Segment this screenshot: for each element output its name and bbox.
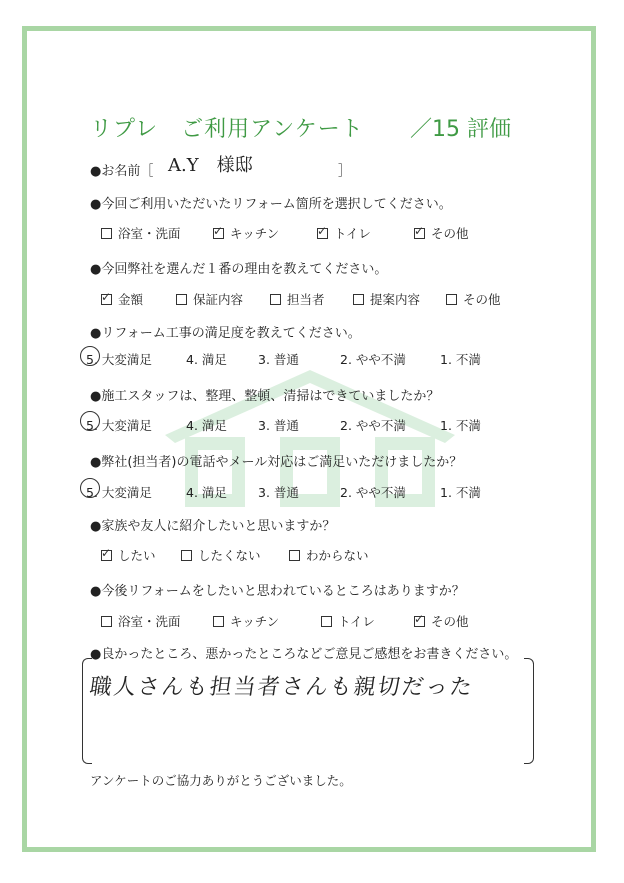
q3-score-2[interactable]: 2. やや不満: [340, 352, 406, 367]
q2-option-warranty[interactable]: 保証内容: [176, 290, 243, 308]
checkbox-icon: [101, 616, 112, 627]
q2-option-proposal[interactable]: 提案内容: [353, 290, 420, 308]
thank-you-note: アンケートのご協力ありがとうございました。: [90, 773, 352, 788]
q3-score-3[interactable]: 3. 普通: [258, 352, 299, 367]
checkbox-icon: [181, 550, 192, 561]
q7-option-other[interactable]: ✓ その他: [414, 612, 469, 630]
q7-option-kitchen[interactable]: キッチン: [213, 612, 279, 630]
checkbox-icon: [321, 616, 332, 627]
question-communication: ●弊社(担当者)の電話やメール対応はご満足いただけましたか？: [90, 455, 463, 470]
question-staff-cleanliness: ●施工スタッフは、整理、整頓、清掃はできていましたか？: [90, 389, 440, 404]
q5-score-3[interactable]: 3. 普通: [258, 485, 299, 500]
name-question: ●お名前［: [90, 164, 154, 179]
checkbox-icon: [101, 228, 112, 239]
checkbox-checked-icon: [101, 294, 112, 305]
q4-score-3[interactable]: 3. 普通: [258, 418, 299, 433]
score-label: ／15 評価: [410, 117, 511, 142]
checkbox-icon: [289, 550, 300, 561]
checkbox-icon: [270, 294, 281, 305]
q7-option-toilet[interactable]: トイレ: [321, 612, 375, 630]
q6-option-unsure[interactable]: わからない: [289, 546, 369, 564]
comment-bracket-right: [524, 658, 534, 764]
question-recommend: ●家族や友人に紹介したいと思いますか？: [90, 519, 336, 534]
question-comments: ●良かったところ、悪かったところなどご意見ご感想をお書きください。: [90, 647, 518, 662]
checkbox-icon: [446, 294, 457, 305]
q3-score-5[interactable]: 5. 大変満足: [86, 352, 152, 367]
name-close-bracket: ］: [338, 164, 352, 179]
q1-option-bath[interactable]: 浴室・洗面: [101, 224, 181, 242]
checkbox-icon: [213, 616, 224, 627]
q1-option-other[interactable]: ✓ その他: [414, 224, 469, 242]
q7-option-bath[interactable]: 浴室・洗面: [101, 612, 181, 630]
checkbox-checked-icon: [213, 228, 224, 239]
q5-score-4[interactable]: 4. 満足: [186, 485, 227, 500]
q1-option-kitchen[interactable]: ✓ キッチン: [213, 224, 279, 242]
q2-option-other[interactable]: その他: [446, 290, 501, 308]
q1-option-toilet[interactable]: ✓ トイレ: [317, 224, 371, 242]
checkbox-checked-icon: [101, 550, 112, 561]
q3-score-1[interactable]: 1. 不満: [440, 352, 481, 367]
q6-option-no[interactable]: したくない: [181, 546, 261, 564]
q4-score-2[interactable]: 2. やや不満: [340, 418, 406, 433]
checkbox-icon: [176, 294, 187, 305]
q5-score-5[interactable]: 5. 大変満足: [86, 485, 152, 500]
q5-score-2[interactable]: 2. やや不満: [340, 485, 406, 500]
handwritten-comment: 職人さんも担当者さんも親切だった: [87, 675, 476, 700]
checkbox-icon: [353, 294, 364, 305]
q4-score-5[interactable]: 5. 大変満足: [86, 418, 152, 433]
question-future-reform: ●今後リフォームをしたいと思われているところはありますか？: [90, 584, 465, 599]
q2-option-price[interactable]: ✓ 金額: [101, 290, 143, 308]
q2-option-staff[interactable]: 担当者: [270, 290, 325, 308]
q6-option-yes[interactable]: ✓ したい: [101, 546, 156, 564]
question-satisfaction: ●リフォーム工事の満足度を教えてください。: [90, 326, 361, 341]
checkbox-checked-icon: [414, 228, 425, 239]
checkbox-checked-icon: [414, 616, 425, 627]
q5-score-1[interactable]: 1. 不満: [440, 485, 481, 500]
question-reform-location: ●今回ご利用いただいたリフォーム箇所を選択してください。: [90, 197, 452, 212]
q4-score-4[interactable]: 4. 満足: [186, 418, 227, 433]
q4-score-1[interactable]: 1. 不満: [440, 418, 481, 433]
checkbox-checked-icon: [317, 228, 328, 239]
question-reason: ●今回弊社を選んだ１番の理由を教えてください。: [90, 262, 388, 277]
q3-score-4[interactable]: 4. 満足: [186, 352, 227, 367]
survey-title: リプレ ご利用アンケート: [90, 117, 364, 142]
customer-name: A.Y 様邸: [168, 155, 253, 176]
